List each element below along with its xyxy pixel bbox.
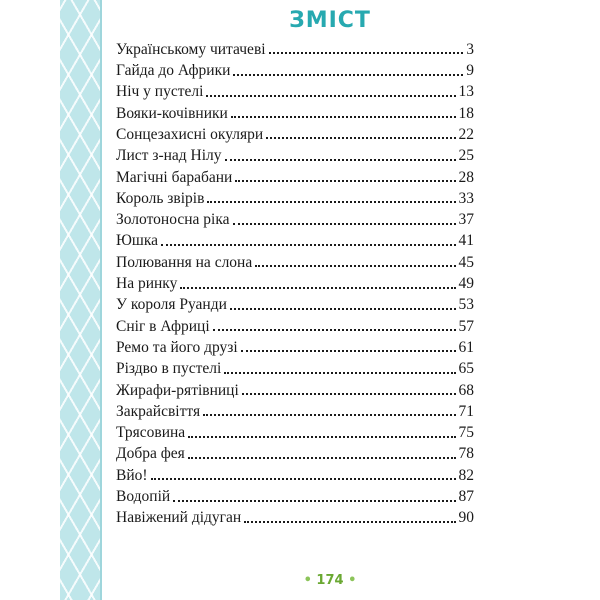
toc-entry-title: Різдво в пустелі [116, 360, 222, 378]
page-title: ЗМІСТ [289, 8, 371, 33]
toc-entry-title: Король звірів [116, 189, 205, 207]
toc-entry-title: Жирафи-рятівниці [116, 381, 239, 399]
toc-dot-leader [151, 478, 456, 480]
toc-dot-leader [231, 116, 456, 118]
toc-entry-page: 22 [458, 125, 474, 143]
toc-dot-leader [230, 308, 456, 310]
toc-entry-title: Трясовина [116, 424, 186, 442]
toc-entry [116, 57, 474, 78]
toc-dot-leader [241, 350, 456, 352]
toc-entry [116, 483, 474, 504]
toc-dot-leader [188, 436, 455, 438]
toc-entry-page: 9 [466, 62, 474, 80]
toc-entry-title: Гайда до Африки [116, 62, 231, 80]
toc-entry [116, 185, 474, 206]
toc-dot-leader [180, 287, 455, 289]
toc-dot-leader [269, 52, 464, 54]
page-number-value: 174 [316, 573, 344, 588]
toc-entry-title: У короля Руанди [116, 296, 227, 314]
toc-entry [116, 100, 474, 121]
toc-entry-page: 33 [458, 189, 474, 207]
toc-entry [116, 441, 474, 462]
toc-entry [116, 334, 474, 355]
toc-dot-leader [188, 457, 456, 459]
toc-entry-page: 71 [458, 402, 474, 420]
toc-entry-title: На ринку [116, 275, 178, 293]
toc-dot-leader [207, 201, 455, 203]
decorative-border [60, 0, 100, 600]
toc-entry-title: Водопій [116, 488, 171, 506]
page-number-dot-left: • [303, 573, 312, 588]
toc-entry-title: Юшка [116, 232, 159, 250]
toc-dot-leader [242, 393, 456, 395]
toc-entry-title: Сніг в Африці [116, 317, 210, 335]
toc-dot-leader [203, 414, 455, 416]
toc-dot-leader [255, 265, 455, 267]
toc-dot-leader [161, 244, 455, 246]
toc-entry-title: Лист з-над Нілу [116, 147, 222, 165]
toc-entry [116, 249, 474, 270]
toc-entry [116, 270, 474, 291]
toc-entry-page: 57 [458, 317, 474, 335]
toc-dot-leader [224, 372, 455, 374]
toc-entry-title: Добра фея [116, 445, 185, 463]
toc-entry-page: 65 [458, 360, 474, 378]
toc-entry-title: Золотоносна ріка [116, 211, 230, 229]
toc-dot-leader [173, 500, 455, 502]
toc-entry [116, 206, 474, 227]
toc-entry [116, 313, 474, 334]
toc-entry [116, 36, 474, 57]
toc-entry [116, 142, 474, 163]
toc-entry-page: 25 [458, 147, 474, 165]
toc-dot-leader [213, 329, 456, 331]
toc-entry-page: 82 [458, 466, 474, 484]
toc-entry-page: 61 [458, 338, 474, 356]
toc-entry-page: 41 [458, 232, 474, 250]
toc-entry [116, 355, 474, 376]
toc-entry-page: 18 [458, 104, 474, 122]
toc-entry-page: 13 [458, 83, 474, 101]
toc-entry [116, 419, 474, 440]
toc-dot-leader [235, 180, 455, 182]
toc-entry-page: 75 [458, 424, 474, 442]
toc-entry-page: 87 [458, 488, 474, 506]
toc-entry [116, 292, 474, 313]
toc-entry-page: 53 [458, 296, 474, 314]
toc-entry [116, 505, 474, 526]
toc-entry [116, 462, 474, 483]
toc-entry [116, 228, 474, 249]
table-of-contents [116, 36, 474, 526]
toc-entry-title: Українському читачеві [116, 40, 266, 58]
page-number [30, 573, 600, 588]
toc-entry-page: 45 [458, 253, 474, 271]
toc-entry-page: 68 [458, 381, 474, 399]
toc-entry-title: Навіжений дідуган [116, 509, 242, 527]
toc-entry-title: Полювання на слона [116, 253, 253, 271]
toc-entry-title: Закрайсвіття [116, 402, 201, 420]
toc-entry [116, 164, 474, 185]
toc-entry-title: Ремо та його друзі [116, 338, 238, 356]
toc-entry-title: Сонцезахисні окуляри [116, 125, 264, 143]
toc-dot-leader [266, 137, 455, 139]
toc-dot-leader [233, 74, 463, 76]
toc-entry-page: 37 [458, 211, 474, 229]
toc-entry-page: 90 [458, 509, 474, 527]
toc-dot-leader [225, 159, 456, 161]
toc-dot-leader [206, 95, 455, 97]
toc-entry-title: Ніч у пустелі [116, 83, 204, 101]
page-number-dot-right: • [348, 573, 357, 588]
toc-dot-leader [244, 521, 455, 523]
toc-entry-title: Вояки-кочівники [116, 104, 228, 122]
toc-entry-page: 28 [458, 168, 474, 186]
toc-entry-page: 78 [458, 445, 474, 463]
toc-dot-leader [233, 223, 456, 225]
toc-entry [116, 398, 474, 419]
toc-entry-page: 49 [458, 275, 474, 293]
toc-entry [116, 79, 474, 100]
toc-entry-title: Магічні барабани [116, 168, 233, 186]
toc-entry-page: 3 [466, 40, 474, 58]
toc-entry [116, 377, 474, 398]
toc-entry [116, 121, 474, 142]
toc-entry-title: Вйо! [116, 466, 148, 484]
